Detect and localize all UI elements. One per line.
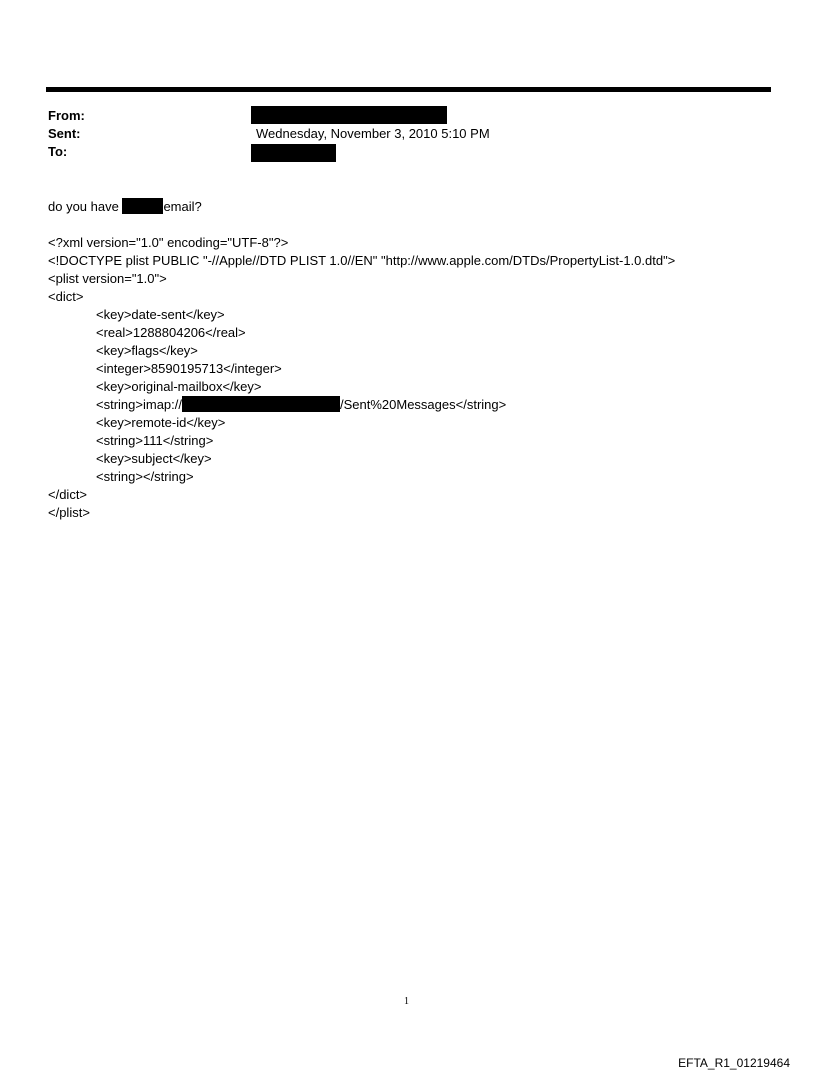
dict-line: <key>flags</key>: [96, 343, 198, 358]
bates-number: EFTA_R1_01219464: [678, 1056, 790, 1070]
from-redaction: [251, 106, 447, 124]
dict-open: <dict>: [48, 289, 84, 304]
dict-line: <string></string>: [96, 469, 194, 484]
doctype-line: <!DOCTYPE plist PUBLIC "-//Apple//DTD PLIST 1.0//EN" "http://www.apple.com/DTDs/PropertyList-1.0.dtd">: [48, 253, 676, 268]
question-text-before: do you have: [48, 199, 123, 214]
imap-line: [96, 396, 506, 414]
header-rule: [46, 87, 771, 92]
sent-label: Sent:: [48, 126, 81, 141]
xml-declaration: <?xml version="1.0" encoding="UTF-8"?>: [48, 235, 289, 250]
page-number: 1: [404, 996, 409, 1007]
imap-text-after: /Sent%20Messages</string>: [340, 397, 507, 412]
to-redaction: [251, 144, 336, 162]
sent-value: Wednesday, November 3, 2010 5:10 PM: [256, 126, 490, 141]
imap-redaction: [182, 396, 340, 412]
question-redaction: [122, 198, 163, 214]
dict-line: <string>111</string>: [96, 433, 214, 448]
dict-line: <integer>8590195713</integer>: [96, 361, 282, 376]
dict-close: </dict>: [48, 487, 88, 502]
plist-close: </plist>: [48, 505, 90, 520]
dict-line: <key>date-sent</key>: [96, 307, 225, 322]
dict-line: <key>original-mailbox</key>: [96, 379, 262, 394]
to-label: To:: [48, 144, 68, 159]
plist-open: <plist version="1.0">: [48, 271, 167, 286]
question-text-after: email?: [163, 199, 202, 214]
imap-text-before: <string>imap://: [96, 397, 182, 412]
dict-line: <key>remote-id</key>: [96, 415, 226, 430]
dict-line: <real>1288804206</real>: [96, 325, 246, 340]
question-line: [48, 198, 202, 216]
dict-line: <key>subject</key>: [96, 451, 212, 466]
from-label: From:: [48, 108, 85, 123]
